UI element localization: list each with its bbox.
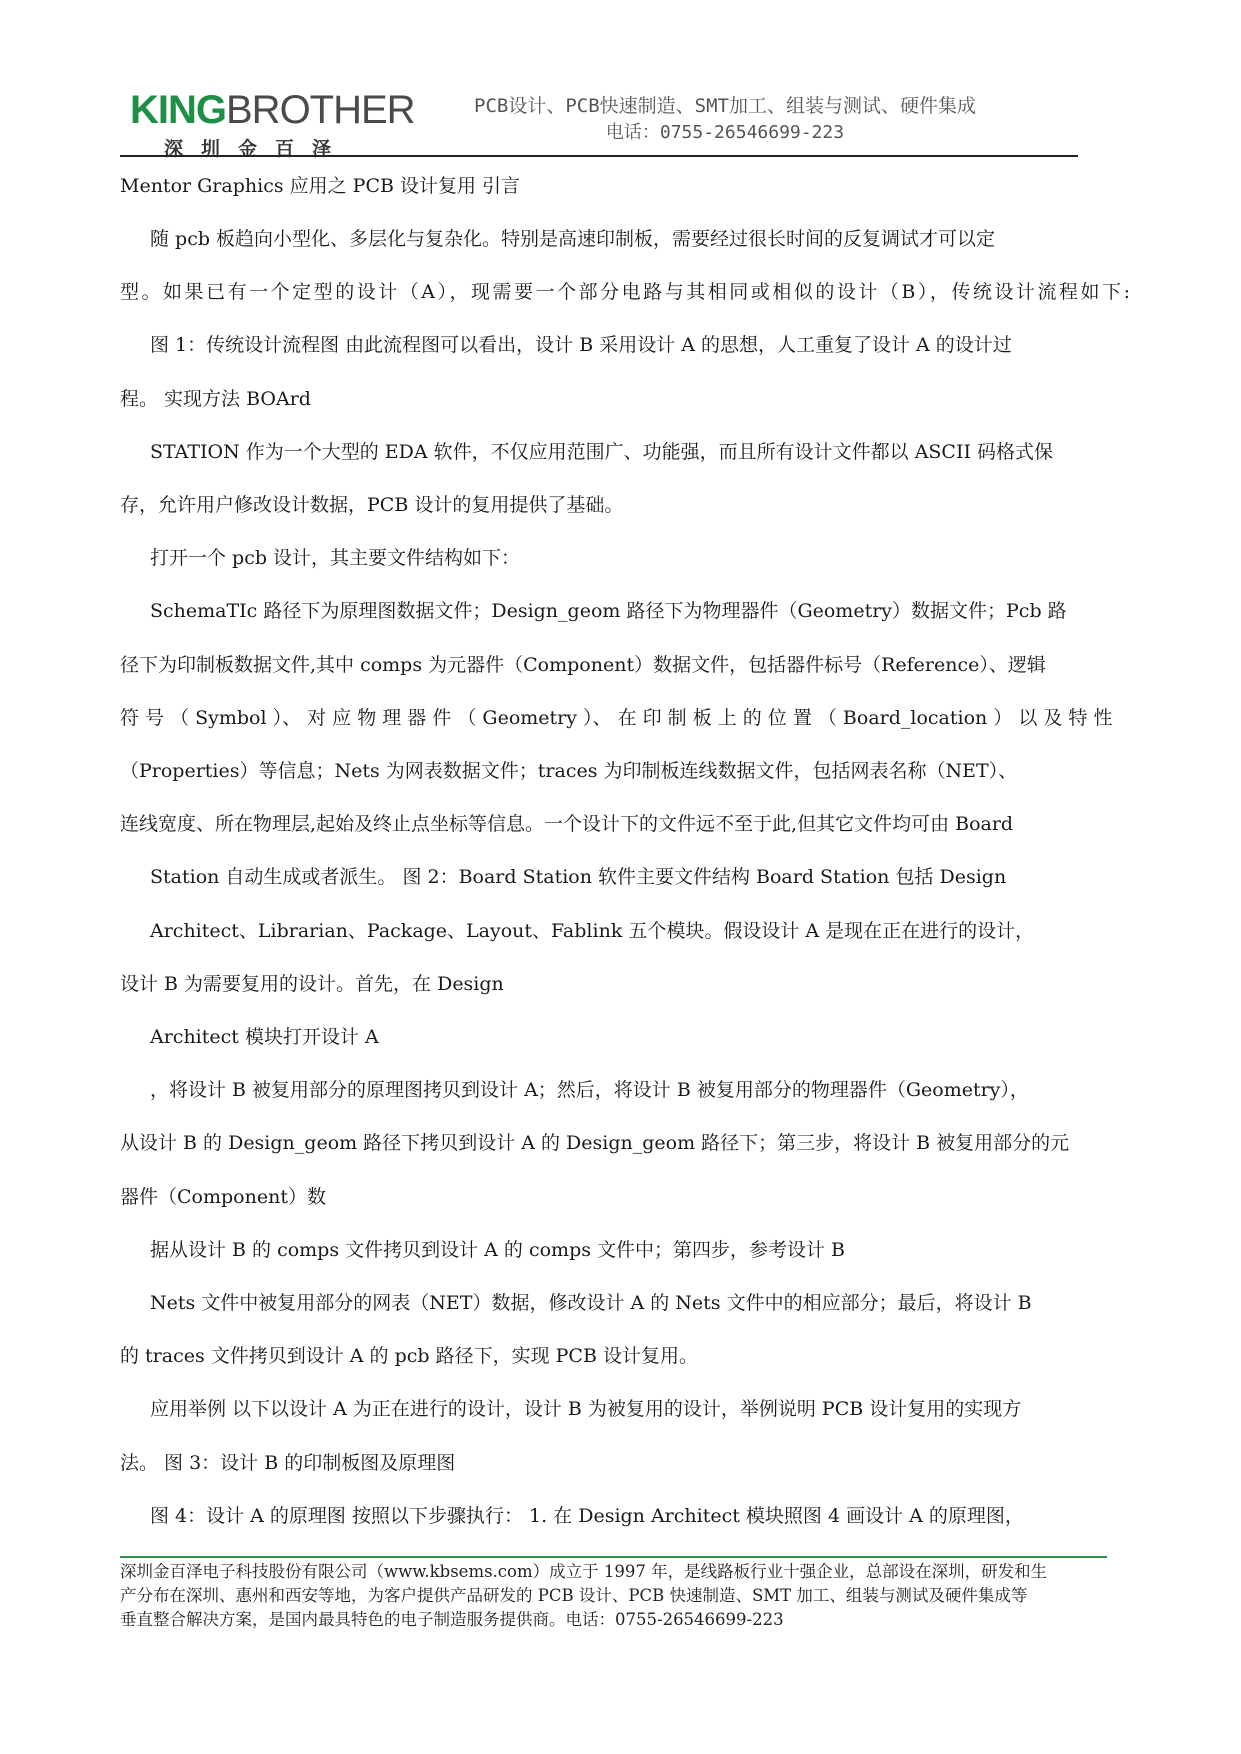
kingbrother-logo <box>130 88 415 161</box>
header-tagline: PCB设计、PCB快速制造、SMT加工、组装与测试、硬件集成 <box>474 95 976 117</box>
footer-line: 垂直整合解决方案，是国内最具特色的电子制造服务提供商。电话：0755-26546699-223 <box>120 1610 784 1629</box>
text-line: 法。 图 3：设计 B 的印制板图及原理图 <box>120 1451 456 1474</box>
text-line: Architect 模块打开设计 A <box>150 1026 379 1049</box>
logo-wordmark <box>130 88 415 132</box>
footer-divider <box>120 1556 1107 1558</box>
logo-chinese-name: 深圳金百泽 <box>164 138 350 160</box>
text-line: STATION 作为一个大型的 EDA 软件，不仅应用范围广、功能强，而且所有设计文件都以 ASCII 码格式保 <box>150 440 1054 463</box>
text-line: 图 4：设计 A 的原理图 按照以下步骤执行： 1. 在 Design Architect 模块照图 4 画设计 A 的原理图， <box>150 1504 1024 1527</box>
text-line: Nets 文件中被复用部分的网表（NET）数据，修改设计 A 的 Nets 文件中的相应部分；最后，将设计 B <box>150 1292 1032 1315</box>
text-line: SchemaTIc 路径下为原理图数据文件；Design_geom 路径下为物理器件（Geometry）数据文件；Pcb 路 <box>150 600 1067 623</box>
text-line: 的 traces 文件拷贝到设计 A 的 pcb 路径下，实现 PCB 设计复用。 <box>120 1345 698 1368</box>
text-line: Station 自动生成或者派生。 图 2：Board Station 软件主要文件结构 Board Station 包括 Design <box>150 866 1007 889</box>
page-footer <box>120 1560 1120 1632</box>
text-line: 符 号 （ Symbol ）、 对 应 物 理 器 件 （ Geometry ）、 在 印 制 板 上 的 位 置 （ Board_location ） 以 及 特 性 <box>120 706 1113 729</box>
text-line: 径下为印制板数据文件,其中 comps 为元器件（Component）数据文件，包括器件标号（Reference）、逻辑 <box>120 653 1046 676</box>
document-title: Mentor Graphics 应用之 PCB 设计复用 引言 <box>120 175 521 197</box>
document-body <box>120 160 1130 1543</box>
logo-brother: BROTHER <box>226 88 415 132</box>
text-line: 图 1：传统设计流程图 由此流程图可以看出，设计 B 采用设计 A 的思想，人工重复了设计 A 的设计过 <box>150 334 1012 357</box>
page-header <box>0 0 1241 160</box>
text-line: 从设计 B 的 Design_geom 路径下拷贝到设计 A 的 Design_geom 路径下；第三步，将设计 B 被复用部分的元 <box>120 1132 1070 1155</box>
text-line: 器件（Component）数 <box>120 1185 326 1208</box>
text-line: 应用举例 以下以设计 A 为正在进行的设计，设计 B 为被复用的设计，举例说明 PCB 设计复用的实现方 <box>150 1398 1022 1421</box>
text-line: 打开一个 pcb 设计，其主要文件结构如下： <box>150 547 521 570</box>
footer-line: 产分布在深圳、惠州和西安等地，为客户提供产品研发的 PCB 设计、PCB 快速制造、SMT 加工、组装与测试及硬件集成等 <box>120 1586 1028 1605</box>
text-line: 随 pcb 板趋向小型化、多层化与复杂化。特别是高速印制板，需要经过很长时间的反复调试才可以定 <box>150 228 996 250</box>
header-divider <box>120 155 1078 157</box>
text-line: 据从设计 B 的 comps 文件拷贝到设计 A 的 comps 文件中；第四步，参考设计 B <box>150 1238 846 1261</box>
text-line: 型。如果已有一个定型的设计（A），现需要一个部分电路与其相同或相似的设计（B），传统设计流程如下: <box>120 281 1130 304</box>
text-line: 存，允许用户修改设计数据，PCB 设计的复用提供了基础。 <box>120 494 624 517</box>
logo-king: KING <box>130 88 226 132</box>
header-phone: 电话：0755-26546699-223 <box>605 122 845 143</box>
text-line: ，将设计 B 被复用部分的原理图拷贝到设计 A；然后，将设计 B 被复用部分的物理器件（Geometry）， <box>150 1079 1029 1102</box>
text-line: Architect、Librarian、Package、Layout、Fablink 五个模块。假设设计 A 是现在正在进行的设计， <box>150 919 1035 942</box>
text-line: 程。 实现方法 BOArd <box>120 387 311 410</box>
text-line: （Properties）等信息；Nets 为网表数据文件；traces 为印制板连线数据文件，包括网表名称（NET）、 <box>120 760 1018 783</box>
footer-line: 深圳金百泽电子科技股份有限公司（www.kbsems.com）成立于 1997 年，是线路板行业十强企业，总部设在深圳，研发和生 <box>120 1562 1048 1581</box>
text-line: 设计 B 为需要复用的设计。首先，在 Design <box>120 972 504 995</box>
header-info <box>465 92 985 146</box>
text-line: 连线宽度、所在物理层,起始及终止点坐标等信息。一个设计下的文件远不至于此,但其它文件均可由 Board <box>120 813 1014 836</box>
